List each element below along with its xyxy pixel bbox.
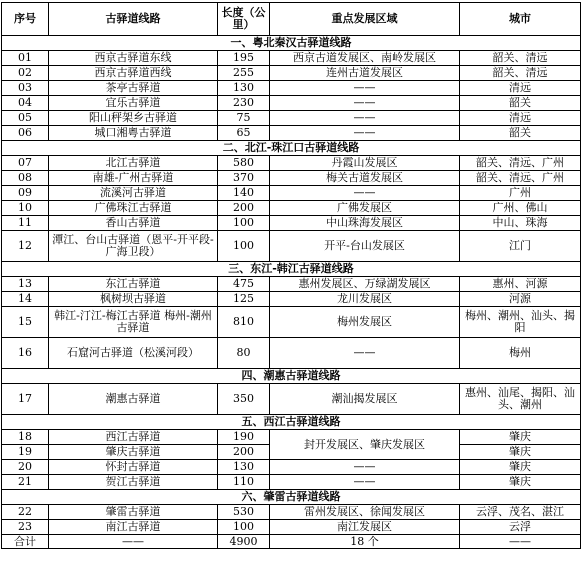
section-row	[2, 490, 581, 505]
cell-zone: 潮汕揭发展区	[270, 384, 460, 415]
cell-route: 贺江古驿道	[49, 475, 218, 490]
cell-route: 韩江-汀江-梅江古驿道 梅州-潮州古驿道	[49, 307, 218, 338]
cell-seq: 11	[2, 216, 49, 231]
cell-length: 475	[218, 277, 270, 292]
total-city: ——	[460, 535, 581, 549]
table-row	[2, 96, 581, 111]
cell-city: 肇庆	[460, 475, 581, 490]
cell-length: 130	[218, 460, 270, 475]
table-row	[2, 475, 581, 490]
section-row	[2, 141, 581, 156]
header-row	[2, 3, 581, 36]
cell-city: 肇庆	[460, 460, 581, 475]
cell-zone: 梅关古道发展区	[270, 171, 460, 186]
section-title: 三、东江-韩江古驿道线路	[2, 262, 581, 277]
cell-zone: ——	[270, 111, 460, 126]
cell-length: 195	[218, 51, 270, 66]
table-row	[2, 277, 581, 292]
table-row	[2, 111, 581, 126]
cell-route: 西江古驿道	[49, 430, 218, 445]
cell-city: 梅州	[460, 338, 581, 369]
cell-zone: ——	[270, 460, 460, 475]
cell-zone: 连州古道发展区	[270, 66, 460, 81]
cell-zone: ——	[270, 96, 460, 111]
cell-zone: ——	[270, 338, 460, 369]
cell-city: 广州	[460, 186, 581, 201]
cell-zone: 封开发展区、肇庆发展区	[270, 430, 460, 460]
total-zone: 18 个	[270, 535, 460, 549]
cell-city: 肇庆	[460, 430, 581, 445]
table-row	[2, 81, 581, 96]
cell-seq: 14	[2, 292, 49, 307]
cell-route: 肇雷古驿道	[49, 505, 218, 520]
cell-city: 惠州、河源	[460, 277, 581, 292]
table-row	[2, 51, 581, 66]
table-row	[2, 307, 581, 338]
cell-city: 韶关	[460, 96, 581, 111]
cell-city: 云浮、茂名、湛江	[460, 505, 581, 520]
table-row	[2, 126, 581, 141]
cell-zone: ——	[270, 126, 460, 141]
cell-seq: 01	[2, 51, 49, 66]
cell-city: 江门	[460, 231, 581, 262]
table-row	[2, 430, 581, 445]
cell-length: 140	[218, 186, 270, 201]
table-row	[2, 156, 581, 171]
section-row	[2, 415, 581, 430]
cell-route: 肇庆古驿道	[49, 445, 218, 460]
table-row	[2, 292, 581, 307]
cell-route: 石窟河古驿道（松溪河段）	[49, 338, 218, 369]
cell-seq: 02	[2, 66, 49, 81]
cell-zone: ——	[270, 475, 460, 490]
cell-zone: ——	[270, 186, 460, 201]
cell-route: 枫树坝古驿道	[49, 292, 218, 307]
cell-route: 城口湘粤古驿道	[49, 126, 218, 141]
cell-seq: 16	[2, 338, 49, 369]
cell-seq: 04	[2, 96, 49, 111]
cell-seq: 21	[2, 475, 49, 490]
header-route: 古驿道线路	[49, 3, 218, 36]
total-route: ——	[49, 535, 218, 549]
cell-city: 韶关、清远	[460, 51, 581, 66]
ancient-post-road-table	[1, 2, 581, 549]
cell-route: 西京古驿道西线	[49, 66, 218, 81]
cell-route: 流溪河古驿道	[49, 186, 218, 201]
cell-seq: 10	[2, 201, 49, 216]
cell-zone: 雷州发展区、徐闻发展区	[270, 505, 460, 520]
cell-length: 100	[218, 231, 270, 262]
cell-city: 韶关	[460, 126, 581, 141]
cell-city: 梅州、潮州、汕头、揭阳	[460, 307, 581, 338]
total-row	[2, 535, 581, 549]
cell-route: 怀封古驿道	[49, 460, 218, 475]
section-title: 二、北江-珠江口古驿道线路	[2, 141, 581, 156]
cell-zone: 惠州发展区、万绿湖发展区	[270, 277, 460, 292]
cell-length: 350	[218, 384, 270, 415]
total-length: 4900	[218, 535, 270, 549]
cell-city: 惠州、汕尾、揭阳、汕头、潮州	[460, 384, 581, 415]
cell-seq: 09	[2, 186, 49, 201]
table-row	[2, 520, 581, 535]
header-city: 城市	[460, 3, 581, 36]
cell-zone: 龙川发展区	[270, 292, 460, 307]
cell-length: 530	[218, 505, 270, 520]
cell-seq: 03	[2, 81, 49, 96]
cell-city: 清远	[460, 111, 581, 126]
section-title: 四、潮惠古驿道线路	[2, 369, 581, 384]
cell-city: 清远	[460, 81, 581, 96]
header-length: 长度（公里）	[218, 3, 270, 36]
cell-zone: ——	[270, 81, 460, 96]
cell-length: 230	[218, 96, 270, 111]
cell-city: 韶关、清远	[460, 66, 581, 81]
cell-length: 200	[218, 201, 270, 216]
cell-route: 北江古驿道	[49, 156, 218, 171]
table-row	[2, 231, 581, 262]
cell-city: 肇庆	[460, 445, 581, 460]
cell-length: 580	[218, 156, 270, 171]
section-title: 六、肇雷古驿道线路	[2, 490, 581, 505]
cell-city: 云浮	[460, 520, 581, 535]
cell-length: 100	[218, 216, 270, 231]
cell-route: 广佛珠江古驿道	[49, 201, 218, 216]
cell-length: 255	[218, 66, 270, 81]
table-row	[2, 201, 581, 216]
cell-length: 125	[218, 292, 270, 307]
cell-seq: 18	[2, 430, 49, 445]
cell-city: 中山、珠海	[460, 216, 581, 231]
cell-seq: 12	[2, 231, 49, 262]
section-row	[2, 36, 581, 51]
cell-zone: 西京古道发展区、南岭发展区	[270, 51, 460, 66]
cell-zone: 开平-台山发展区	[270, 231, 460, 262]
cell-city: 韶关、清远、广州	[460, 156, 581, 171]
cell-seq: 07	[2, 156, 49, 171]
cell-zone: 丹霞山发展区	[270, 156, 460, 171]
cell-seq: 15	[2, 307, 49, 338]
cell-zone: 梅州发展区	[270, 307, 460, 338]
section-title: 一、粤北秦汉古驿道线路	[2, 36, 581, 51]
table-row	[2, 338, 581, 369]
cell-city: 韶关、清远、广州	[460, 171, 581, 186]
cell-city: 河源	[460, 292, 581, 307]
cell-length: 810	[218, 307, 270, 338]
table-row	[2, 171, 581, 186]
cell-length: 370	[218, 171, 270, 186]
cell-length: 75	[218, 111, 270, 126]
cell-route: 南雄-广州古驿道	[49, 171, 218, 186]
header-zone: 重点发展区域	[270, 3, 460, 36]
cell-seq: 20	[2, 460, 49, 475]
cell-seq: 17	[2, 384, 49, 415]
cell-route: 潮惠古驿道	[49, 384, 218, 415]
cell-length: 130	[218, 81, 270, 96]
section-row	[2, 262, 581, 277]
cell-route: 香山古驿道	[49, 216, 218, 231]
section-title: 五、西江古驿道线路	[2, 415, 581, 430]
cell-length: 80	[218, 338, 270, 369]
table-row	[2, 384, 581, 415]
cell-city: 广州、佛山	[460, 201, 581, 216]
cell-route: 阳山秤架乡古驿道	[49, 111, 218, 126]
cell-zone: 中山珠海发展区	[270, 216, 460, 231]
cell-seq: 19	[2, 445, 49, 460]
section-row	[2, 369, 581, 384]
table-row	[2, 66, 581, 81]
cell-route: 南江古驿道	[49, 520, 218, 535]
cell-route: 东江古驿道	[49, 277, 218, 292]
header-seq: 序号	[2, 3, 49, 36]
cell-route: 潭江、台山古驿道（恩平-开平段-广海卫段）	[49, 231, 218, 262]
cell-length: 190	[218, 430, 270, 445]
cell-seq: 06	[2, 126, 49, 141]
cell-seq: 05	[2, 111, 49, 126]
table-row	[2, 505, 581, 520]
cell-route: 西京古驿道东线	[49, 51, 218, 66]
cell-seq: 23	[2, 520, 49, 535]
cell-length: 110	[218, 475, 270, 490]
cell-seq: 13	[2, 277, 49, 292]
cell-route: 宜乐古驿道	[49, 96, 218, 111]
cell-zone: 南江发展区	[270, 520, 460, 535]
table-row	[2, 216, 581, 231]
cell-length: 100	[218, 520, 270, 535]
cell-length: 65	[218, 126, 270, 141]
total-label: 合计	[2, 535, 49, 549]
cell-seq: 22	[2, 505, 49, 520]
cell-length: 200	[218, 445, 270, 460]
table-row	[2, 460, 581, 475]
cell-route: 茶亭古驿道	[49, 81, 218, 96]
cell-zone: 广佛发展区	[270, 201, 460, 216]
cell-seq: 08	[2, 171, 49, 186]
table-row	[2, 186, 581, 201]
